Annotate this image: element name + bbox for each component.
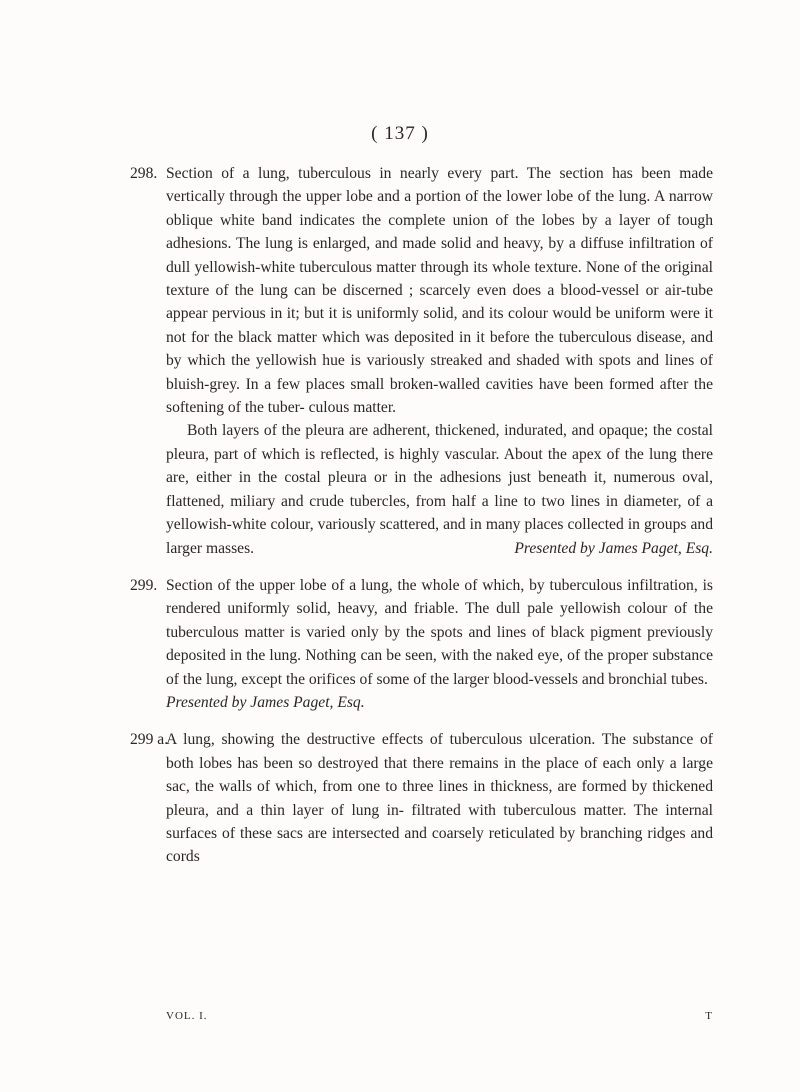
entry-paragraph-text: Both layers of the pleura are adherent, thickened, indurated, and opaque; the costal pleura, part of which is reflected, is highly vascular. About the apex of the lung there are, either in the costal pleura or in the adhesions just beneath it, numerous oval, flattened, miliary and crude tubercles, from half a line to two lines in diameter, of a yellowish-white colour, variously scattered, and in many places collected in groups and larger masses. <box>166 422 713 557</box>
presented-by: Presented by James Paget, Esq. <box>514 539 713 557</box>
catalogue-entry-299a <box>130 728 713 868</box>
presented-by: Presented by James Paget, Esq. <box>166 693 365 711</box>
entry-paragraph: A lung, showing the destructive effects of tuberculous ulceration. The substance of both lobes has been so destroyed that there remains in the place of each only a large sac, the walls of which, from one to three lines in thickness, are formed by thickened pleura, and a thin layer of lung in- filtrated with tuberculous matter. The internal surfaces of these sacs are intersected and coarsely reticulated by branching ridges and cords <box>166 731 713 866</box>
volume-label: VOL. I. <box>166 1010 208 1022</box>
catalogue-entry-298 <box>130 162 713 560</box>
catalogue-entry-299 <box>130 574 713 714</box>
page-footer <box>166 1010 713 1022</box>
entry-number: 298. <box>130 165 158 182</box>
entry-number: 299. <box>130 576 158 594</box>
entry-paragraph <box>166 419 713 559</box>
entry-paragraph: Section of a lung, tuberculous in nearly every part. The section has been made vertically through the upper lobe and a portion of the lower lobe of the lung. A narrow oblique white band indicates the complete union of the lobes by a layer of tough adhesions. The lung is enlarged, and made solid and heavy, by a diffuse infiltration of dull yellowish-white tuberculous matter through its whole texture. None of the original texture of the lung can be discerned ; scarcely even does a blood-vessel or air-tube appear pervious in it; but it is uniformly solid, and its colour would be uniform were it not for the black matter which was deposited in it before the tuberculous disease, and by which the yellowish hue is variously streaked and shaded with spots and lines of bluish-grey. In a few places small broken-walled cavities have been formed after the softening of the tuber- culous matter. <box>166 165 713 417</box>
entry-number: 299 a. <box>130 731 169 749</box>
entry-paragraph: Section of the upper lobe of a lung, the whole of which, by tuberculous infiltration, is rendered uniformly solid, heavy, and friable. The dull pale yellowish colour of the tuberculous matter is varied only by the spots and lines of black pigment previously deposited in the lung. Nothing can be seen, with the naked eye, of the proper substance of the lung, except the orifices of some of the larger blood-vessels and bronchial tubes. <box>166 576 713 688</box>
signature-mark: T <box>705 1010 713 1022</box>
page-number: ( 137 ) <box>371 123 429 144</box>
catalogue-entries <box>130 162 713 883</box>
